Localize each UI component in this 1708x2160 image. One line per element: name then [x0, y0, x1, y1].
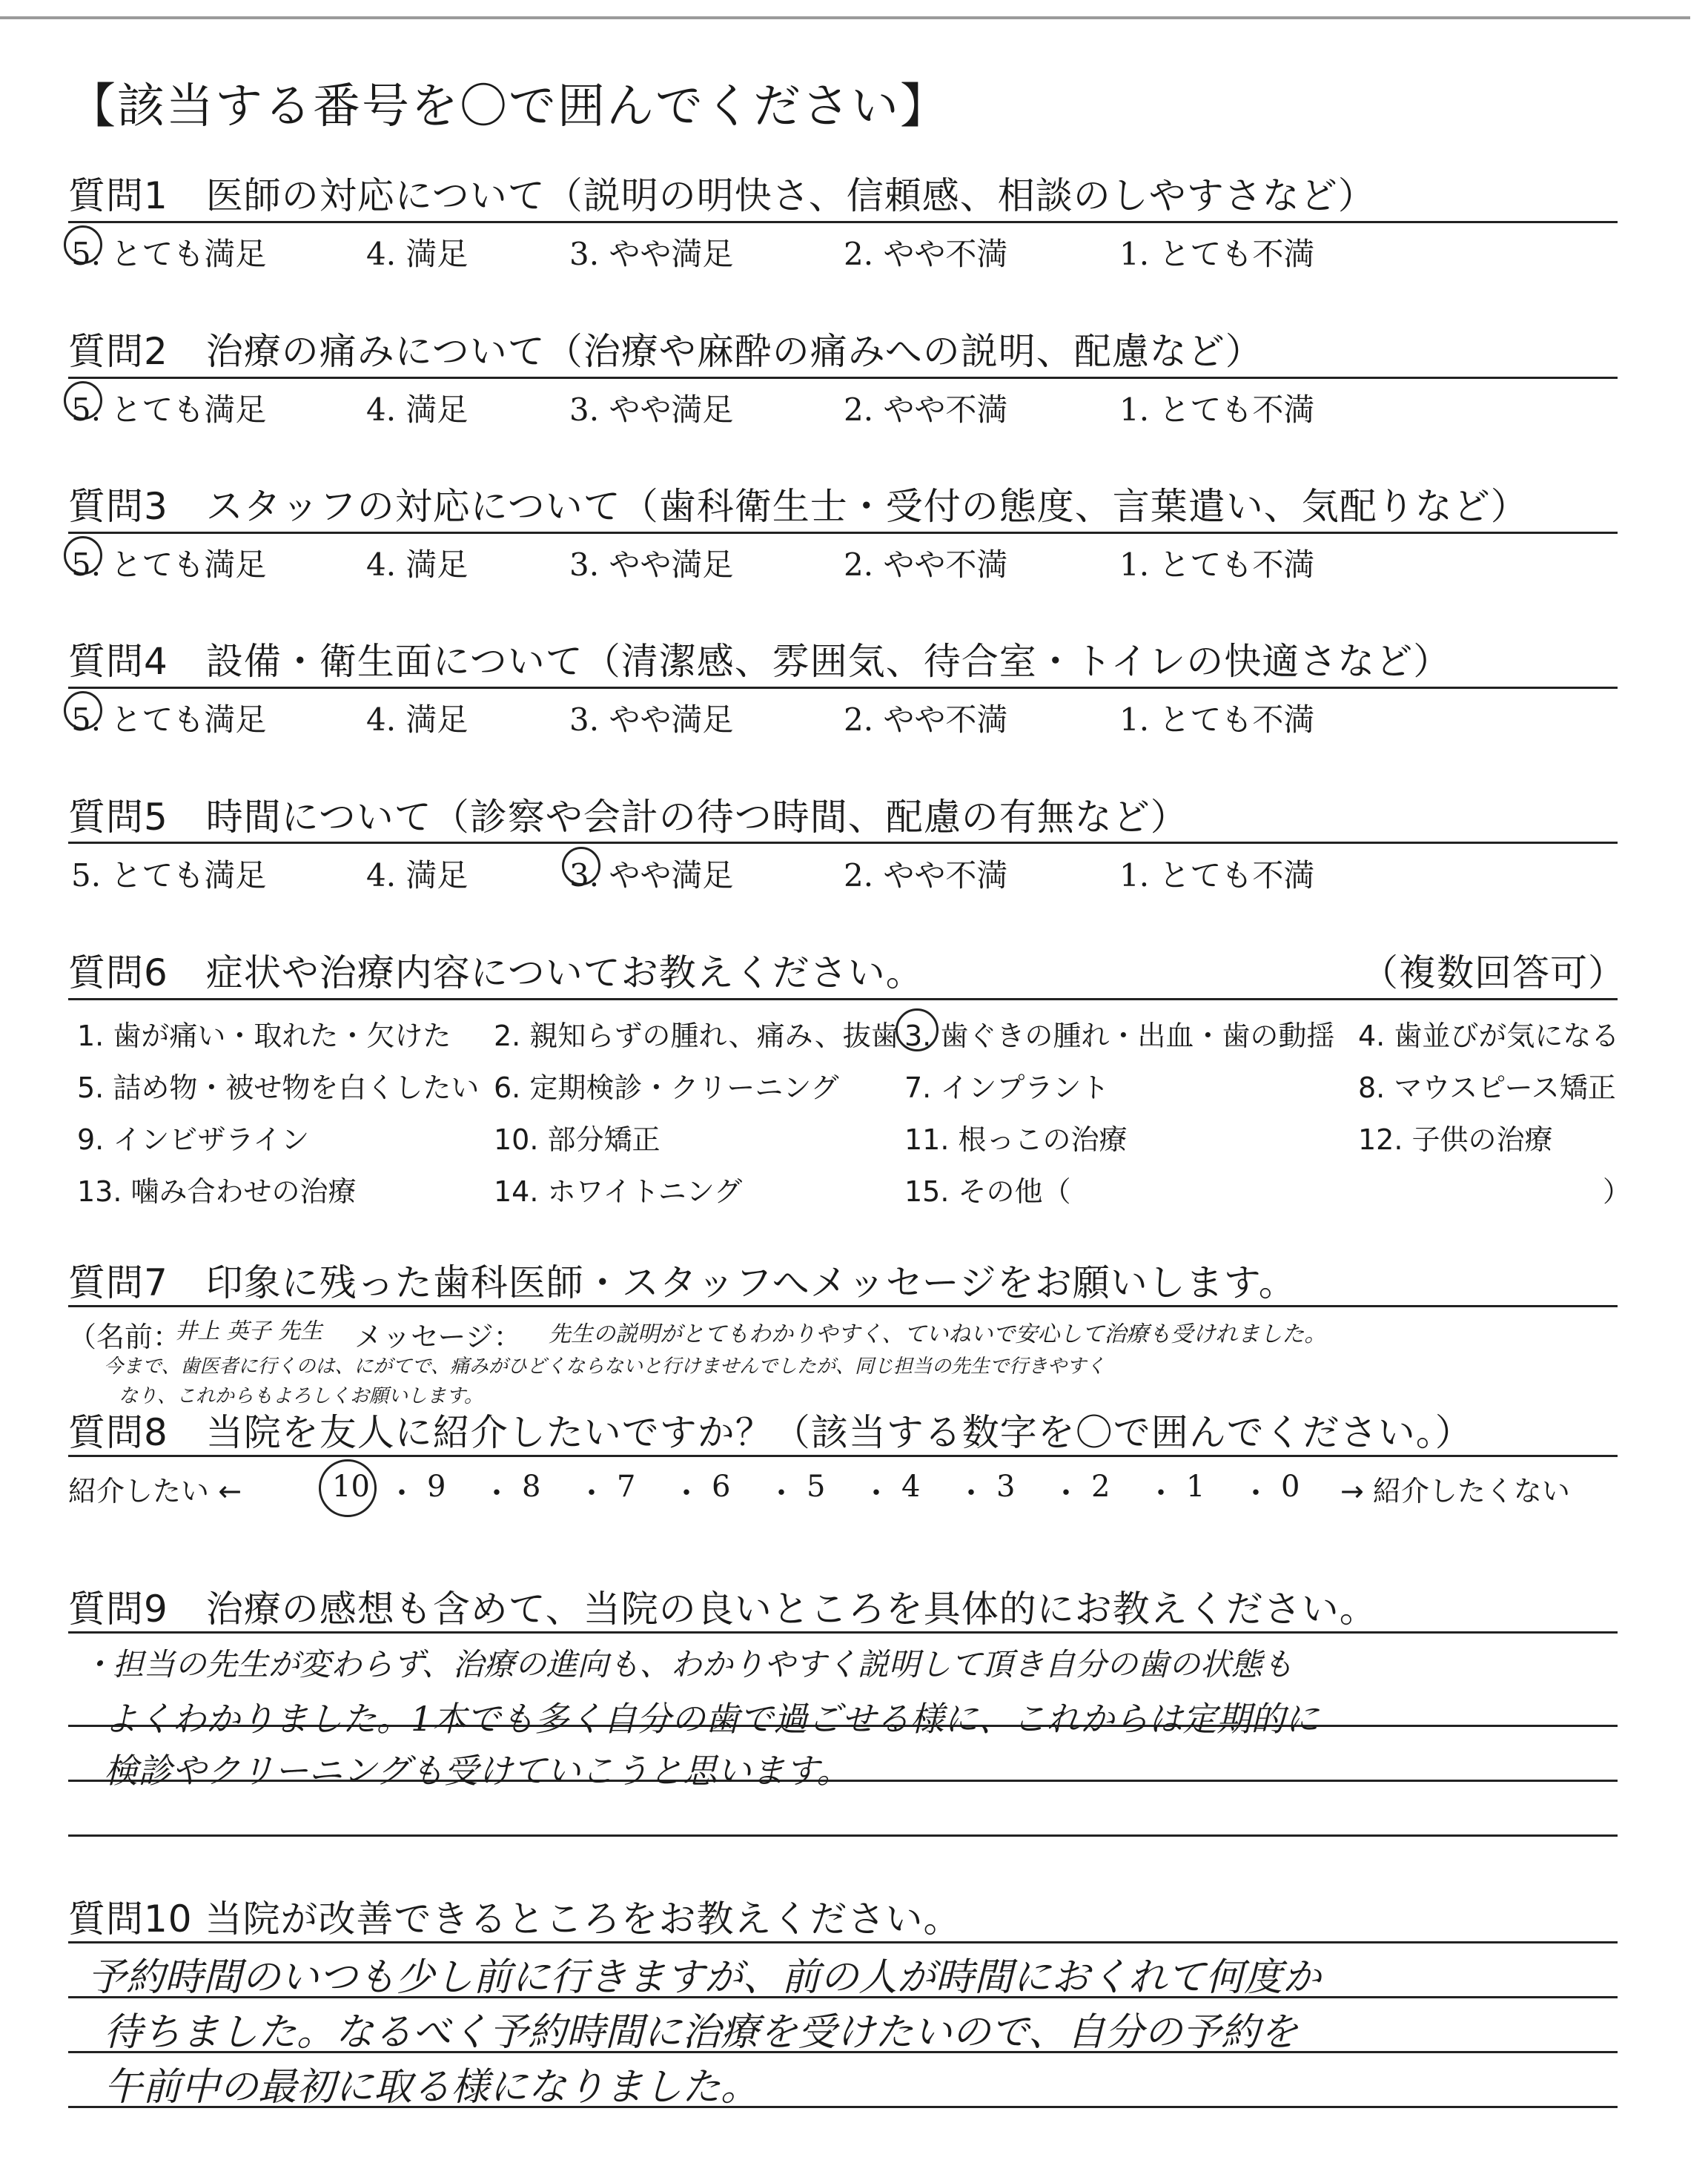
q6-option-6[interactable]: 6. 定期検診・クリーニング: [494, 1071, 839, 1104]
q8-separator-dot: ・: [956, 1476, 986, 1510]
q6-other-close-paren: ）: [1603, 1175, 1632, 1208]
q7-name-label: （名前：: [68, 1321, 182, 1353]
q3-option-3[interactable]: 3. やや満足: [569, 546, 734, 583]
q5-title: 質問5 時間について（診察や会計の待つ時間、配慮の有無など）: [68, 796, 1188, 839]
q8-separator-dot: ・: [672, 1476, 701, 1510]
q6-option-14[interactable]: 14. ホワイトニング: [494, 1175, 743, 1208]
q8-number-10[interactable]: 10: [332, 1470, 370, 1504]
q8-number-1[interactable]: 1: [1186, 1470, 1205, 1504]
q8-separator-dot: ・: [482, 1476, 512, 1510]
q8-number-6[interactable]: 6: [712, 1470, 731, 1504]
q9-rule: [68, 1631, 1618, 1634]
q4-title: 質問4 設備・衛生面について（清潔感、雰囲気、待合室・トイレの快適さなど）: [68, 640, 1452, 683]
q7-rule: [68, 1305, 1618, 1307]
q6-option-5[interactable]: 5. 詰め物・被せ物を白くしたい: [77, 1071, 480, 1104]
q6-option-15[interactable]: 15. その他（: [904, 1175, 1071, 1208]
q8-title: 質問8 当院を友人に紹介したいですか？（該当する数字を〇で囲んでください。）: [68, 1411, 1473, 1454]
q6-option-12[interactable]: 12. 子供の治療: [1358, 1123, 1553, 1156]
q4-option-3[interactable]: 3. やや満足: [569, 701, 734, 738]
q4-option-4[interactable]: 4. 満足: [366, 701, 469, 738]
q10-title: 質問10 当院が改善できるところをお教えください。: [68, 1898, 961, 1941]
q8-separator-dot: ・: [767, 1476, 796, 1510]
q6-option-7[interactable]: 7. インプラント: [904, 1071, 1110, 1104]
q8-number-7[interactable]: 7: [617, 1470, 636, 1504]
q8-right-label: → 紹介したくない: [1340, 1475, 1570, 1507]
q2-title: 質問2 治療の痛みについて（治療や麻酔の痛みへの説明、配慮など）: [68, 330, 1263, 373]
q8-number-0[interactable]: 0: [1281, 1470, 1300, 1504]
q9-title: 質問9 治療の感想も含めて、当院の良いところを具体的にお教えください。: [68, 1588, 1377, 1631]
q6-title: 質問6 症状や治療内容についてお教えください。: [68, 951, 924, 994]
q1-option-4[interactable]: 4. 満足: [366, 236, 469, 272]
q5-option-5[interactable]: 5. とても満足: [71, 857, 267, 894]
q6-rule: [68, 998, 1618, 1000]
q2-option-2[interactable]: 2. やや不満: [844, 392, 1008, 428]
q1-option-5[interactable]: 5. とても満足: [71, 236, 267, 272]
q8-separator-dot: ・: [1051, 1476, 1081, 1510]
q8-separator-dot: ・: [1146, 1476, 1176, 1510]
q8-number-2[interactable]: 2: [1091, 1470, 1110, 1504]
q10-rule: [68, 1941, 1618, 1943]
q9-answer-line-1[interactable]: ・担当の先生が変わらず、治療の進向も、わかりやすく説明して頂き自分の歯の状態も: [82, 1646, 1294, 1682]
q9-answer-line-3[interactable]: 検診やクリーニングも受けていこうと思います。: [104, 1751, 851, 1791]
q1-rule: [68, 221, 1618, 223]
top-border: [0, 16, 1690, 19]
q8-number-8[interactable]: 8: [522, 1470, 541, 1504]
q6-option-9[interactable]: 9. インビザライン: [77, 1123, 310, 1156]
q4-option-2[interactable]: 2. やや不満: [844, 701, 1008, 738]
q3-title: 質問3 スタッフの対応について（歯科衛生士・受付の態度、言葉遣い、気配りなど）: [68, 485, 1529, 528]
q6-option-11[interactable]: 11. 根っこの治療: [904, 1123, 1128, 1156]
q10-answer-line-2[interactable]: 待ちました。なるべく予約時間に治療を受けたいので、自分の予約を: [104, 2010, 1298, 2055]
q9-writing-line-3: [68, 1834, 1618, 1837]
q5-option-4[interactable]: 4. 満足: [366, 857, 469, 894]
q8-rule: [68, 1455, 1618, 1457]
q7-message-line-3[interactable]: なり、これからもよろしくお願いします。: [119, 1385, 483, 1407]
q5-option-1[interactable]: 1. とても不満: [1119, 857, 1315, 894]
q9-answer-line-2[interactable]: よくわかりました。1本でも多く自分の歯で過ごせる様に、これからは定期的に: [104, 1699, 1320, 1739]
q4-rule: [68, 687, 1618, 689]
q8-separator-dot: ・: [1241, 1476, 1271, 1510]
q8-separator-dot: ・: [577, 1476, 606, 1510]
q2-option-3[interactable]: 3. やや満足: [569, 392, 734, 428]
q7-name-value[interactable]: 井上 英子 先生: [175, 1318, 323, 1344]
q8-left-label: 紹介したい ←: [68, 1475, 242, 1507]
q1-option-3[interactable]: 3. やや満足: [569, 236, 734, 272]
q2-rule: [68, 377, 1618, 379]
q10-answer-line-3[interactable]: 午前中の最初に取る様になりました。: [104, 2065, 760, 2110]
q3-option-5[interactable]: 5. とても満足: [71, 546, 267, 583]
q4-option-1[interactable]: 1. とても不満: [1119, 701, 1315, 738]
q8-number-5[interactable]: 5: [807, 1470, 826, 1504]
q6-option-13[interactable]: 13. 噛み合わせの治療: [77, 1175, 357, 1208]
q1-option-2[interactable]: 2. やや不満: [844, 236, 1008, 272]
q7-title: 質問7 印象に残った歯科医師・スタッフへメッセージをお願いします。: [68, 1261, 1297, 1304]
q6-option-8[interactable]: 8. マウスピース矯正: [1358, 1071, 1616, 1104]
q8-separator-dot: ・: [861, 1476, 891, 1510]
q2-option-5[interactable]: 5. とても満足: [71, 392, 267, 428]
q6-option-2[interactable]: 2. 親知らずの腫れ、痛み、抜歯: [494, 1020, 899, 1052]
q5-rule: [68, 842, 1618, 844]
q6-option-1[interactable]: 1. 歯が痛い・取れた・欠けた: [77, 1020, 451, 1052]
q1-option-1[interactable]: 1. とても不満: [1119, 236, 1315, 272]
q8-number-9[interactable]: 9: [427, 1470, 446, 1504]
q6-option-10[interactable]: 10. 部分矯正: [494, 1123, 661, 1156]
q4-option-5[interactable]: 5. とても満足: [71, 701, 267, 738]
q3-option-4[interactable]: 4. 満足: [366, 546, 469, 583]
q8-separator-dot: ・: [387, 1476, 417, 1510]
q6-option-3[interactable]: 3. 歯ぐきの腫れ・出血・歯の動揺: [904, 1020, 1335, 1052]
q3-rule: [68, 532, 1618, 534]
q2-option-1[interactable]: 1. とても不満: [1119, 392, 1315, 428]
q10-answer-line-1[interactable]: 予約時間のいつも少し前に行きますが、前の人が時間におくれて何度か: [87, 1955, 1322, 2000]
q2-option-4[interactable]: 4. 満足: [366, 392, 469, 428]
q5-option-2[interactable]: 2. やや不満: [844, 857, 1008, 894]
q5-option-3[interactable]: 3. やや満足: [569, 857, 734, 894]
q7-message-line-2[interactable]: 今まで、歯医者に行くのは、にがてで、痛みがひどくならないと行けませんでしたが、同じ担当の先生で行きやすく: [104, 1355, 1105, 1378]
page-header: 【該当する番号を〇で囲んでください】: [68, 79, 949, 134]
q1-title: 質問1 医師の対応について（説明の明快さ、信頼感、相談のしやすさなど）: [68, 174, 1376, 217]
q7-message-label: メッセージ：: [354, 1321, 522, 1353]
q8-number-4[interactable]: 4: [901, 1470, 921, 1504]
q3-option-2[interactable]: 2. やや不満: [844, 546, 1008, 583]
q6-note: （複数回答可）: [1361, 951, 1626, 994]
q6-option-4[interactable]: 4. 歯並びが気になる: [1358, 1020, 1620, 1052]
q8-number-3[interactable]: 3: [996, 1470, 1016, 1504]
q7-message-line-1[interactable]: 先生の説明がとてもわかりやすく、ていねいで安心して治療も受けれました。: [549, 1321, 1327, 1347]
q3-option-1[interactable]: 1. とても不満: [1119, 546, 1315, 583]
